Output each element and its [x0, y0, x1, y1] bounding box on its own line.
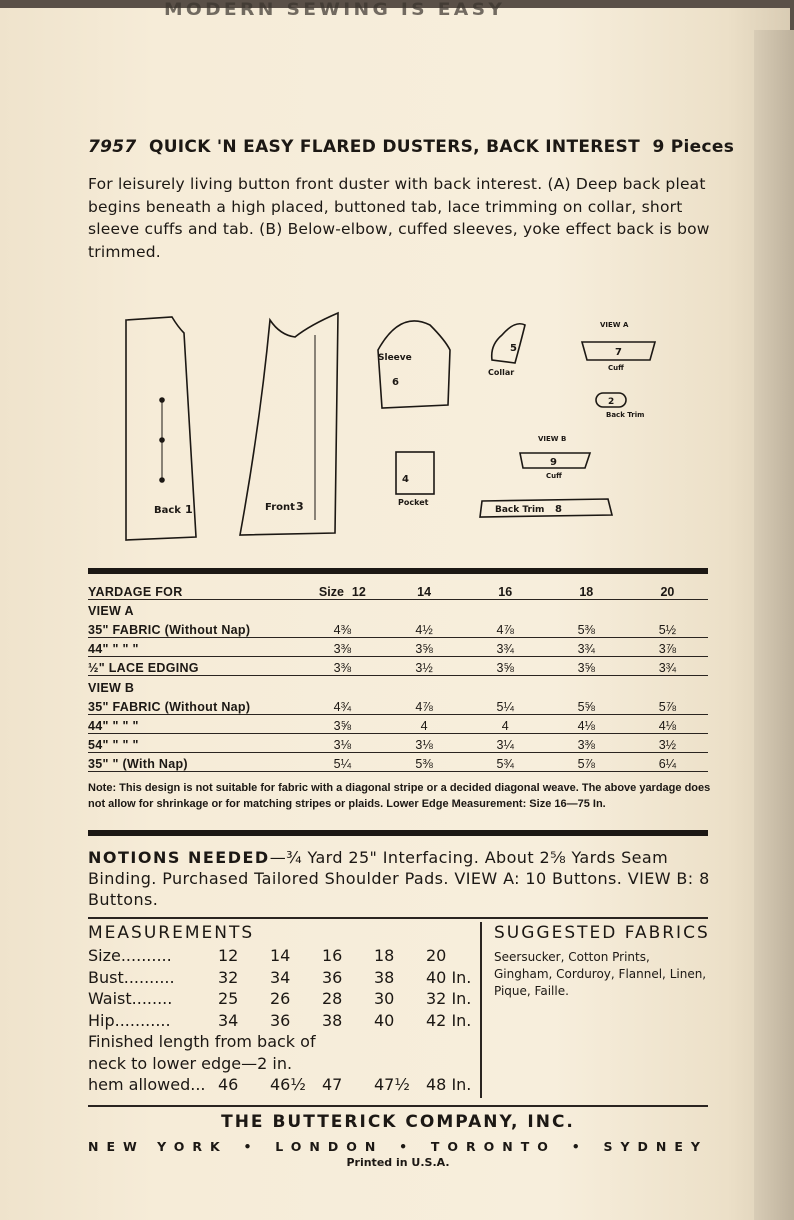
back-label: Back: [154, 505, 181, 516]
yardage-value: 3⅝: [465, 657, 546, 676]
empty-cell: [384, 599, 465, 618]
svg-text:8: 8: [555, 504, 562, 515]
measurement-value: 42 In.: [426, 1010, 472, 1030]
yardage-value: 5⅞: [546, 753, 627, 772]
row-label: 35" FABRIC (Without Nap): [88, 695, 301, 714]
yardage-value: 3½: [384, 657, 465, 676]
measurement-value: 47: [322, 1075, 343, 1094]
measurement-value: 32: [218, 967, 239, 987]
pattern-description: For leisurely living button front duster with back interest. (A) Deep back pleat begins beneath a high placed, buttoned tab, lace trimming on collar, short sleeve cuffs and tab. (B) Below-elbow, cuffed sleeves, yoke effect back is bow trimmed.: [88, 175, 710, 261]
empty-cell: [627, 676, 708, 695]
measurement-value: 30: [374, 989, 395, 1008]
city: NEW YORK: [88, 1139, 228, 1154]
yardage-value: 4⅞: [384, 695, 465, 714]
svg-text:3: 3: [296, 500, 304, 513]
svg-text:9: 9: [550, 457, 557, 468]
empty-cell: [465, 599, 546, 618]
pocket-piece: [396, 452, 434, 494]
measurement-value: 20: [426, 946, 447, 965]
yardage-value: 6¼: [627, 753, 708, 772]
measurement-row: [88, 1074, 480, 1096]
row-label: 35" FABRIC (Without Nap): [88, 618, 301, 637]
yardage-value: 4¾: [301, 695, 383, 714]
row-label: 35" " (With Nap): [88, 753, 301, 772]
yardage-value: 4⅛: [546, 714, 627, 733]
yardage-value: 5¼: [465, 695, 546, 714]
empty-cell: [301, 599, 383, 618]
divider-bar: [88, 568, 708, 574]
size-value: 14: [417, 584, 432, 599]
svg-text:4: 4: [402, 474, 409, 485]
yardage-value: 4⅞: [465, 618, 546, 637]
size-value: 16: [498, 584, 513, 599]
measurement-label: Waist........: [88, 989, 173, 1008]
size-header: [546, 580, 627, 599]
company-name: THE BUTTERICK COMPANY, INC.: [221, 1112, 575, 1132]
view-heading-row: [88, 599, 708, 618]
measurement-value: 46½: [270, 1075, 306, 1094]
empty-cell: [546, 599, 627, 618]
fabrics-text: Seersucker, Cotton Prints, Gingham, Corduroy, Flannel, Linen, Pique, Faille.: [494, 950, 707, 998]
measurement-label: Size..........: [88, 946, 172, 965]
size-value: 18: [579, 584, 594, 599]
city: LONDON: [275, 1139, 384, 1154]
measurement-row: [88, 988, 480, 1010]
collar-piece: [492, 324, 525, 363]
cuff-b-label: Cuff: [546, 472, 562, 480]
pattern-title: [88, 137, 734, 157]
table-row: [88, 618, 708, 637]
row-label: 44" " " ": [88, 714, 301, 733]
yardage-value: 5⅞: [627, 695, 708, 714]
cuff-a-label: Cuff: [608, 364, 624, 372]
measurement-row: [88, 945, 480, 967]
measurement-row: [88, 1010, 480, 1032]
yardage-value: 4½: [384, 618, 465, 637]
printed-in: Printed in U.S.A.: [346, 1156, 450, 1169]
yardage-value: 3¾: [627, 657, 708, 676]
empty-cell: [384, 676, 465, 695]
size-value: 12: [351, 584, 366, 599]
fabrics-section: [494, 923, 709, 1000]
length-text: neck to lower edge—2 in.: [88, 1053, 293, 1073]
measurement-value: 18: [374, 946, 395, 965]
empty-cell: [627, 599, 708, 618]
measurement-label: Hip...........: [88, 1010, 171, 1030]
measurements-section: [88, 923, 480, 1096]
measurement-value: 16: [322, 946, 343, 965]
svg-text:1: 1: [185, 503, 193, 516]
yardage-value: 4⅜: [301, 618, 383, 637]
divider-bar: [88, 830, 708, 836]
measurements-heading: MEASUREMENTS: [88, 923, 255, 943]
measurement-value: 26: [270, 989, 291, 1008]
view-a-label: VIEW A: [600, 321, 629, 329]
size-header: [301, 580, 383, 599]
measurement-value: 47½: [374, 1075, 410, 1094]
yardage-value: 5¾: [465, 753, 546, 772]
measurement-value: 36: [270, 1010, 291, 1030]
svg-text:5: 5: [510, 343, 517, 354]
yardage-note: Note: This design is not suitable for fabric with a diagonal stripe or a decided diagonal weave. The above yardage does not allow for shrinkage or for matching stripes or plaids. Lower Edge Measurement: Size 16—75 In.: [88, 782, 711, 810]
table-row: [88, 714, 708, 733]
city: •: [399, 1139, 416, 1154]
yardage-value: 4⅛: [627, 714, 708, 733]
empty-cell: [546, 676, 627, 695]
svg-text:2: 2: [608, 397, 615, 407]
size-header: [627, 580, 708, 599]
measurement-value: 38: [322, 1010, 343, 1030]
row-label: 44" " " ": [88, 638, 301, 657]
measurement-label: Bust..........: [88, 967, 175, 987]
table-row: [88, 734, 708, 753]
city: •: [243, 1139, 260, 1154]
measurement-value: 12: [218, 946, 239, 965]
yardage-value: 3⅝: [384, 638, 465, 657]
yardage-value: 3¾: [465, 638, 546, 657]
length-text: Finished length from back of: [88, 1032, 316, 1051]
yardage-value: 5⅜: [546, 618, 627, 637]
measurement-value: 36: [322, 967, 343, 987]
view-b-label: VIEW B: [538, 435, 567, 443]
measurement-value: 40: [374, 1010, 395, 1030]
pattern-number: 7957: [88, 137, 137, 157]
notions-heading: NOTIONS NEEDED: [88, 848, 270, 867]
notions-text: —¾ Yard 25" Interfacing. About 2⅝ Yards Seam Binding. Purchased Tailored Shoulder Pads. VIEW A: 10 Buttons. VIEW B: 8 Buttons.: [88, 848, 710, 909]
size-label: Size: [318, 584, 344, 599]
city: TORONTO: [430, 1139, 556, 1154]
row-label: VIEW A: [88, 604, 134, 619]
size-header: [384, 580, 465, 599]
divider-line: [88, 1105, 708, 1107]
yardage-value: 3⅞: [627, 638, 708, 657]
svg-text:7: 7: [615, 347, 622, 358]
yardage-header-label: YARDAGE FOR: [88, 580, 301, 599]
yardage-value: 3⅜: [546, 734, 627, 753]
yardage-value: 3⅝: [301, 714, 383, 733]
table-row: [88, 657, 708, 676]
yardage-value: 4: [465, 714, 546, 733]
back-trim-b-label: Back Trim: [495, 505, 545, 515]
company-cities: [88, 1139, 708, 1154]
yardage-value: 3¾: [546, 638, 627, 657]
yardage-value: 5⅝: [546, 695, 627, 714]
row-label: ½" LACE EDGING: [88, 657, 301, 676]
header-strip: MODERN SEWING IS EASY: [164, 0, 506, 20]
yardage-value: 3⅝: [546, 657, 627, 676]
sleeve-label: Sleeve: [378, 353, 412, 363]
yardage-value: 3⅜: [301, 657, 383, 676]
table-row: [88, 753, 708, 772]
measurement-value: 48 In.: [426, 1075, 472, 1094]
back-trim-a-label: Back Trim: [606, 411, 645, 419]
notions-section: [88, 847, 713, 910]
yardage-value: 3⅛: [384, 734, 465, 753]
size-header: [465, 580, 546, 599]
empty-cell: [465, 676, 546, 695]
table-row: [88, 695, 708, 714]
fabrics-heading: SUGGESTED FABRICS: [494, 923, 710, 943]
measurement-value: 34: [218, 1010, 239, 1030]
svg-text:6: 6: [392, 377, 399, 388]
measurement-value: 28: [322, 989, 343, 1008]
collar-label: Collar: [488, 368, 515, 377]
measurement-value: 46: [218, 1075, 239, 1094]
table-row: [88, 638, 708, 657]
pattern-pieces: 9 Pieces: [652, 137, 735, 157]
column-divider: [480, 922, 482, 1098]
measurement-value: 40 In.: [426, 967, 472, 987]
measurement-value: 32 In.: [426, 989, 472, 1008]
pattern-name: QUICK 'N EASY FLARED DUSTERS, BACK INTEREST: [148, 137, 640, 157]
city: •: [571, 1139, 588, 1154]
measurement-row: [88, 967, 480, 989]
yardage-value: 3⅜: [301, 638, 383, 657]
row-label: VIEW B: [88, 681, 135, 696]
envelope-flap-edge: [754, 30, 794, 1220]
yardage-value: 3¼: [465, 734, 546, 753]
empty-cell: [301, 676, 383, 695]
city: SYDNEY: [603, 1139, 708, 1154]
sleeve-piece: [378, 321, 450, 408]
measurement-value: 34: [270, 967, 291, 987]
yardage-value: 5½: [627, 618, 708, 637]
yardage-value: 5⅜: [384, 753, 465, 772]
divider-line: [88, 917, 708, 919]
yardage-value: 3½: [627, 734, 708, 753]
front-label: Front: [265, 502, 295, 513]
measurement-value: 38: [374, 967, 395, 987]
measurement-value: 14: [270, 946, 291, 965]
yardage-value: 5¼: [301, 753, 383, 772]
pocket-label: Pocket: [398, 498, 429, 507]
measurement-label: hem allowed...: [88, 1075, 206, 1094]
size-value: 20: [660, 584, 675, 599]
measurement-value: 25: [218, 989, 239, 1008]
yardage-value: 4: [384, 714, 465, 733]
row-label: 54" " " ": [88, 734, 301, 753]
view-heading-row: [88, 676, 708, 695]
yardage-value: 3⅛: [301, 734, 383, 753]
yardage-header-row: [88, 580, 708, 599]
pattern-pieces-diagram: [110, 305, 670, 550]
yardage-table: [88, 580, 708, 772]
